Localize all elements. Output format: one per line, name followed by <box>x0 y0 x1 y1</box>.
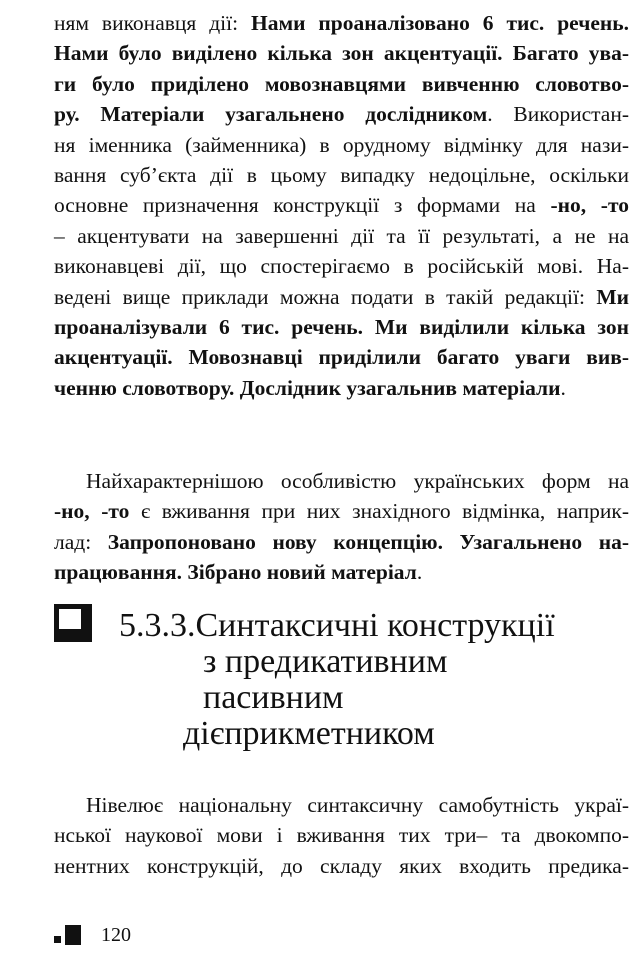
bold-text: Запропоновано нову концепцію. Узагальнено на- <box>107 529 629 554</box>
text-run: лад: <box>54 529 108 554</box>
text-line <box>54 342 629 372</box>
text-run: – акцентувати на завершенні дії та її результаті, а не на <box>54 223 629 248</box>
text-line <box>54 527 629 557</box>
heading-title-line-3: пасивним <box>203 679 344 716</box>
text-line <box>54 38 629 68</box>
text-run: ням виконавця дії: <box>54 11 251 35</box>
text-run: основне призначення конструкції з формами на <box>54 193 551 218</box>
text-run: . <box>560 375 566 400</box>
text-line <box>54 251 629 281</box>
bold-text: ги було приділено мовознавцями вивченню словотво- <box>54 71 629 96</box>
text-line <box>54 130 629 160</box>
heading-title-line-1: Синтаксичні конструкції <box>195 607 555 644</box>
text-line <box>54 69 629 99</box>
text-run: Найхарактернішою особливістю українських форм на <box>86 469 629 493</box>
section-marker-icon <box>54 604 92 642</box>
paragraph-1 <box>54 8 629 403</box>
text-line <box>54 373 629 403</box>
text-line <box>54 820 629 850</box>
text-line <box>54 312 629 342</box>
text-line <box>54 160 629 190</box>
text-run: нентних конструкцій, до складу яких входить предика- <box>54 853 629 878</box>
text-line <box>54 496 629 526</box>
text-run: Нівелює національну синтаксичну самобутність украї- <box>86 793 629 817</box>
text-line <box>54 282 629 312</box>
text-line <box>54 851 629 881</box>
heading-title-line-4: дієприкметником <box>183 715 435 752</box>
text-line <box>54 190 629 220</box>
paragraph-3 <box>54 790 629 881</box>
text-line <box>54 466 629 496</box>
bold-text: проаналізували 6 тис. речень. Ми виділили кілька зон <box>54 315 629 340</box>
text-run: виконавцеві дії, що спостерігаємо в російській мові. На- <box>54 254 629 279</box>
heading-line-1 <box>119 608 639 644</box>
text-run: . Використан- <box>487 102 629 127</box>
bold-text: Ми <box>596 284 629 309</box>
bold-text: ру. Матеріали узагальнено дослідником <box>54 102 488 127</box>
heading-title-line-2: з предикативним <box>203 643 448 680</box>
text-run: ведені вище приклади можна подати в такій редакції: <box>54 284 597 309</box>
text-line <box>54 221 629 251</box>
text-line <box>54 557 629 587</box>
bold-text: Нами було виділено кілька зон акцентуації. Багато ува- <box>54 41 629 66</box>
text-run: вання суб’єкта дії в цьому випадку недоцільне, оскільки <box>54 163 629 188</box>
footer-square-icon <box>65 925 81 945</box>
text-run: . <box>416 560 423 585</box>
text-run: є вживання при них знахідного відмінка, наприк- <box>129 499 629 524</box>
page-footer <box>54 922 131 948</box>
section-heading <box>119 608 639 752</box>
text-line <box>54 790 629 820</box>
text-run: нської наукової мови і вживання тих три– та двокомпо- <box>54 823 629 848</box>
heading-number: 5.3.3. <box>119 607 196 644</box>
bold-text: акцентуації. Мовознавці приділили багато уваги вив- <box>54 345 629 370</box>
bold-text: працювання. Зібрано новий матеріал <box>54 560 417 585</box>
bold-text: -но, -то <box>54 499 130 524</box>
text-run: ня іменника (займенника) в орудному відмінку для нази- <box>54 132 629 157</box>
bold-text: ченню словотвору. Дослідник узагальнив матеріали <box>54 375 561 400</box>
bold-text: -но, -то <box>550 193 629 218</box>
paragraph-2 <box>54 466 629 588</box>
footer-dot-icon <box>54 936 61 943</box>
text-line <box>54 99 629 129</box>
page-number: 120 <box>101 923 131 946</box>
bold-text: Нами проаналізовано 6 тис. речень. <box>250 11 629 35</box>
text-line <box>54 8 629 38</box>
